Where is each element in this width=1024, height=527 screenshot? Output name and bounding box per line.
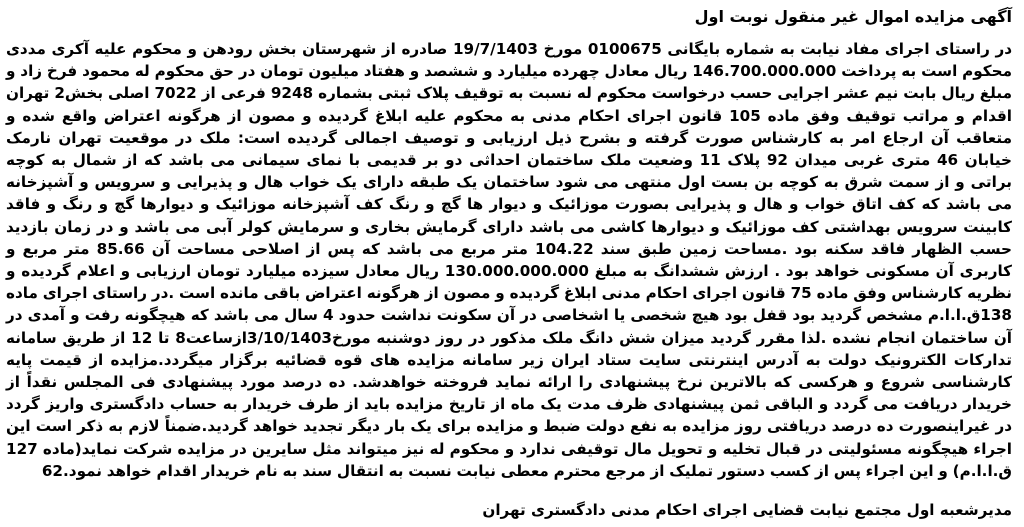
notice-body: در راستای اجرای مفاد نیابت به شماره بایگانی 0100675 مورخ 19/7/1403 صادره از شهرستان بخش رودهن و محکوم علیه آکری مددی محکوم است به پرداخت 146.700.000.000 ریال معادل چهرده میلیارد و ششصد و هفتاد میلیون تومان در حق محکوم له محمود فرخ زاد و مبلغ ریال بابت نیم عشر اجرایی حسب درخواست محکوم له نسبت به توقیف پلاک ثبتی بشماره 9248 فرعی از 7022 اصلی بخش2 تهران اقدام و مراتب توقیف وفق ماده 105 قانون اجرای احکام مدنی به محکوم علیه ابلاغ گردیده و مصون از هرگونه اعتراض واقع شده و متعاقب آن ارجاع امر به کارشناس صورت گرفته و بشرح ذیل ارزیابی و توصیف اجمالی گردیده است: ملک در موقعیت تهران نارمک خیابان 46 متری غربی میدان 92 پلاک 11 وضعیت ملک ساختمان احداثی دو بر قدیمی با نمای سیمانی می باشد که از شمال به کوچه براتی و از سمت شرق به کوچه بن بست اول منتهی می شود ساختمان یک طبقه دارای یک خواب هال و پذیرایی و سرویس و آشپزخانه می باشد که کف اتاق خواب و هال و پذیرایی بصورت موزائیک و دیوار ها گچ و رنگ کف آشپزخانه موزائیک و دیوارها گچ و رنگ و فاقد کابینت سرویس بهداشتی کف موزائیک و دیوارها کاشی می باشد دارای گرمایش بخاری و سرمایش کولر آبی می باشد و در زمان بازدید حسب الظهار فاقد سکنه بود .مساحت زمین طبق سند 104.22 متر مربع می باشد که پس از اصلاحی مساحت آن 85.66 متر مربع و کاربری آن مسکونی خواهد بود . ارزش ششدانگ به مبلغ 130.000.000.000 ریال معادل سیزده میلیارد تومان ارزیابی و اعلام گردیده و نظریه کارشناس وفق ماده 75 قانون اجرای احکام مدنی ابلاغ گردیده و مصون از هرگونه اعتراض باقی مانده است .در راستای اجرای ماده 138ق.ا.ا.م مشخص گردید بود قفل بود هیچ شخصی یا اشخاصی در آن سکونت نداشت حدود 4 سال می باشد که هیچگونه رفت و آمدی در آن ساختمان انجام نشده .لذا مقرر گردید میزان شش دانگ ملک مذکور در روز دوشنبه مورخ3/10/1403ازساعت8 تا 12 از طریق سامانه تدارکات الکترونیک دولت به آدرس اینترنتی سایت ستاد ایران زیر سامانه مزایده های قوه قضائیه برگزار میگردد.مزایده از قیمت پایه کارشناسی شروع و هرکسی که بالاترین نرخ پیشنهادی را ارائه نماید فروخته خواهدشد. ده درصد مورد پیشنهادی فی المجلس نقداً از خریدار دریافت می گردد و الباقی ثمن پیشنهادی ظرف مدت یک ماه از تاریخ مزایده باید از طرف خریدار به حساب دادگستری واریز گردد در غیراینصورت ده درصد دریافتی روز مزایده به نفع دولت ضبط و مزایده برای یک بار دیگر تجدید خواهد گردید.ضمناً لازم به ذکر است این اجراء هیچگونه مسئولیتی در قبال تخلیه و تحویل مال توقیفی ندارد و محکوم له نیز میتواند مثل سایرین در مزایده شرکت نماید(ماده 127 ق.ا.ا.م) و این اجراء پس از کسب دستور تملیک از مرجع محترم معطی نیابت نسبت به انتقال سند به نام خریدار اقدام خواهد نمود.62 — [6, 40, 1013, 480]
auction-notice — [6, 4, 1016, 523]
notice-title: آگهی مزایده اموال غیر منقول نوبت اول — [694, 7, 1012, 26]
notice-signature: مدیرشعبه اول مجتمع نیابت قضایی اجرای احکام مدنی دادگستری تهران — [482, 501, 1012, 519]
